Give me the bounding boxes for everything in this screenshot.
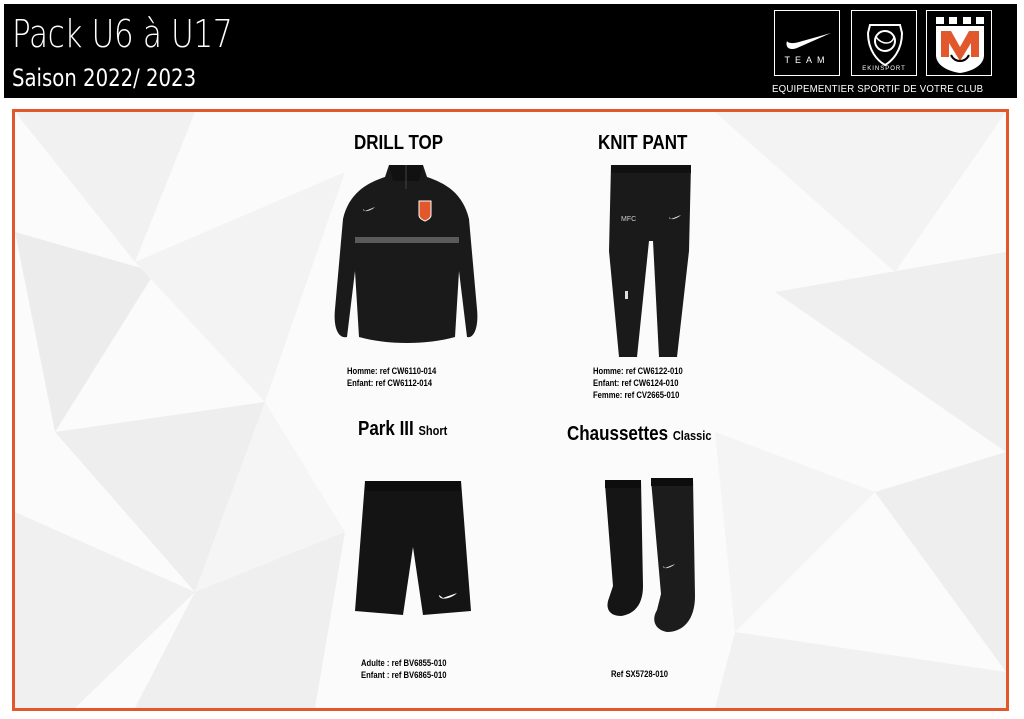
- nike-swoosh-icon: [775, 11, 841, 77]
- ekinsport-text: EKINSPORT: [862, 66, 906, 72]
- park-short-name: Park III: [358, 418, 414, 440]
- park-short-subtitle: Short: [418, 423, 448, 438]
- park-short-refs: [361, 657, 446, 681]
- background-polygon-art: [15, 112, 1006, 708]
- knit-pant-title: KNIT PANT: [598, 132, 688, 154]
- drill-top-ref-enfant: Enfant: ref CW6112-014: [347, 378, 433, 388]
- drill-top-refs: [347, 365, 436, 389]
- park-short-title: [358, 418, 447, 441]
- club-crest-logo: [926, 10, 992, 76]
- park-short-ref-adulte: Adulte : ref BV6855-010: [361, 658, 447, 668]
- socks-name: Chaussettes: [567, 423, 669, 445]
- knit-pant-image: [603, 161, 699, 361]
- knit-pant-ref-enfant: Enfant: ref CW6124-010: [593, 378, 679, 388]
- knit-pant-ref-homme: Homme: ref CW6122-010: [593, 366, 683, 376]
- season-subtitle: Saison 2022/ 2023: [12, 64, 197, 92]
- header-banner: [4, 4, 1017, 98]
- knit-pant-ref-femme: Femme: ref CV2665-010: [593, 390, 680, 400]
- drill-top-ref-homme: Homme: ref CW6110-014: [347, 366, 437, 376]
- socks-subtitle: Classic: [672, 428, 712, 443]
- park-short-ref-enfant: Enfant : ref BV6865-010: [361, 670, 447, 680]
- nike-team-text: TEAM: [784, 55, 830, 65]
- socks-title: [567, 423, 712, 446]
- park-short-image: [351, 477, 475, 619]
- pant-print-text: MFC: [621, 216, 637, 223]
- knit-pant-refs: [593, 365, 683, 401]
- header-tagline: EQUIPEMENTIER SPORTIF DE VOTRE CLUB: [772, 83, 984, 95]
- page-title: Pack U6 à U17: [12, 12, 233, 56]
- products-frame: [12, 109, 1009, 711]
- nike-team-logo: [774, 10, 840, 76]
- drill-top-image: [327, 159, 485, 351]
- drill-top-title: DRILL TOP: [354, 132, 444, 154]
- ekinsport-logo: [851, 10, 917, 76]
- socks-ref: Ref SX5728-010: [611, 669, 668, 679]
- socks-refs: [611, 668, 668, 680]
- club-crest-icon: [927, 11, 993, 77]
- socks-image: [599, 474, 711, 636]
